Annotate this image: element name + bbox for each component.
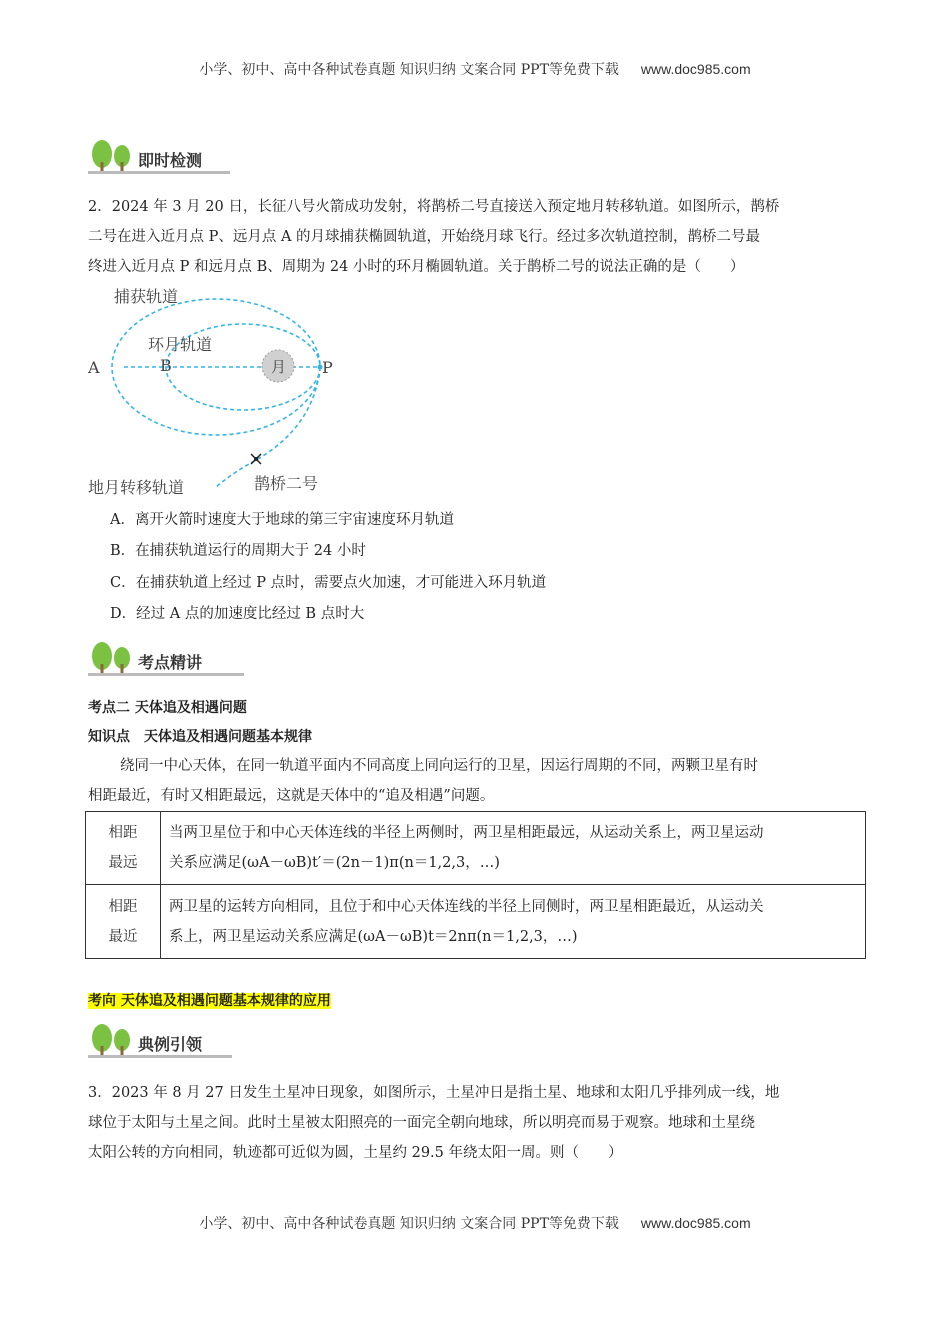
rules-table bbox=[85, 811, 866, 959]
footer-text: 小学、初中、高中各种试卷真题 知识归纳 文案合同 PPT等免费下载 bbox=[199, 1216, 619, 1232]
label-point-b: B bbox=[160, 356, 172, 375]
question-2 bbox=[88, 192, 868, 282]
row-value: 当两卫星位于和中心天体连线的半径上两侧时，两卫星相距最远，从运动关系上，两卫星运动 关系应满足(ωA－ωB)t′＝(2n－1)π(n＝1,2,3，…) bbox=[161, 812, 866, 885]
footer-url[interactable]: www.doc985.com bbox=[640, 1215, 751, 1231]
table-row bbox=[86, 812, 866, 885]
intro-line: 相距最近，有时又相距最远，这就是天体中的“追及相遇”问题。 bbox=[88, 788, 495, 804]
orbit-diagram bbox=[88, 282, 388, 502]
option-d[interactable]: D．经过 A 点的加速度比经过 B 点时大 bbox=[110, 606, 365, 622]
header-url[interactable]: www.doc985.com bbox=[640, 61, 751, 77]
transfer-orbit-path bbox=[216, 367, 320, 487]
question-2-line: 终进入近月点 P 和远月点 B、周期为 24 小时的环月椭圆轨道。关于鹊桥二号的说法正确的是（ ） bbox=[88, 259, 745, 275]
label-point-p: P bbox=[322, 358, 333, 377]
question-3 bbox=[88, 1078, 868, 1168]
option-c[interactable]: C．在捕获轨道上经过 P 点时，需要点火加速，才可能进入环月轨道 bbox=[110, 575, 547, 591]
topic-heading: 考点二 天体追及相遇问题 bbox=[88, 700, 247, 716]
question-2-line: 2．2024 年 3 月 20 日，长征八号火箭成功发射，将鹊桥二号直接送入预定地月转移轨道。如图所示，鹊桥 bbox=[88, 199, 780, 215]
badge-label: 即时检测 bbox=[138, 151, 203, 170]
label-moon: 月 bbox=[271, 358, 287, 376]
page-header bbox=[0, 59, 950, 79]
question-3-line: 太阳公转的方向相同，轨迹都可近似为圆，土星约 29.5 年绕太阳一周。则（ ） bbox=[88, 1145, 623, 1161]
question-3-line: 3．2023 年 8 月 27 日发生土星冲日现象，如图所示，土星冲日是指土星、地球和太阳几乎排列成一线，地 bbox=[88, 1085, 780, 1101]
intro-paragraph bbox=[88, 751, 868, 811]
badge-focus bbox=[88, 640, 244, 680]
row-key: 相距 最远 bbox=[86, 812, 161, 885]
label-capture-orbit: 捕获轨道 bbox=[114, 287, 179, 306]
badge-instant-check bbox=[88, 138, 230, 178]
badge-example bbox=[88, 1022, 232, 1062]
badge-label: 典例引领 bbox=[138, 1035, 203, 1054]
label-transfer-orbit: 地月转移轨道 bbox=[88, 478, 185, 497]
option-a[interactable]: A．离开火箭时速度大于地球的第三宇宙速度环月轨道 bbox=[110, 512, 454, 528]
option-b[interactable]: B．在捕获轨道运行的周期大于 24 小时 bbox=[110, 543, 366, 559]
knowledge-heading: 知识点 天体追及相遇问题基本规律 bbox=[88, 729, 312, 745]
badge-label: 考点精讲 bbox=[138, 653, 203, 672]
direction-heading: 考向 天体追及相遇问题基本规律的应用 bbox=[88, 993, 331, 1009]
row-value: 两卫星的运转方向相同，且位于和中心天体连线的半径上同侧时，两卫星相距最近，从运动关 系上，两卫星运动关系应满足(ωA－ωB)t＝2nπ(n＝1,2,3，…) bbox=[161, 885, 866, 959]
label-lunar-orbit: 环月轨道 bbox=[148, 335, 213, 354]
page-footer bbox=[0, 1213, 950, 1233]
header-text: 小学、初中、高中各种试卷真题 知识归纳 文案合同 PPT等免费下载 bbox=[199, 62, 619, 78]
intro-line: 绕同一中心天体，在同一轨道平面内不同高度上同向运行的卫星，因运行周期的不同，两颗卫星有时 bbox=[120, 758, 758, 774]
label-point-a: A bbox=[88, 358, 100, 377]
satellite-icon bbox=[251, 454, 261, 464]
question-3-line: 球位于太阳与土星之间。此时土星被太阳照亮的一面完全朝向地球，所以明亮而易于观察。地球和土星绕 bbox=[88, 1115, 755, 1131]
question-2-line: 二号在进入近月点 P、远月点 A 的月球捕获椭圆轨道，开始绕月球飞行。经过多次轨道控制，鹊桥二号最 bbox=[88, 229, 761, 245]
row-key: 相距 最近 bbox=[86, 885, 161, 959]
table-row bbox=[86, 885, 866, 959]
label-satellite: 鹊桥二号 bbox=[254, 474, 319, 493]
